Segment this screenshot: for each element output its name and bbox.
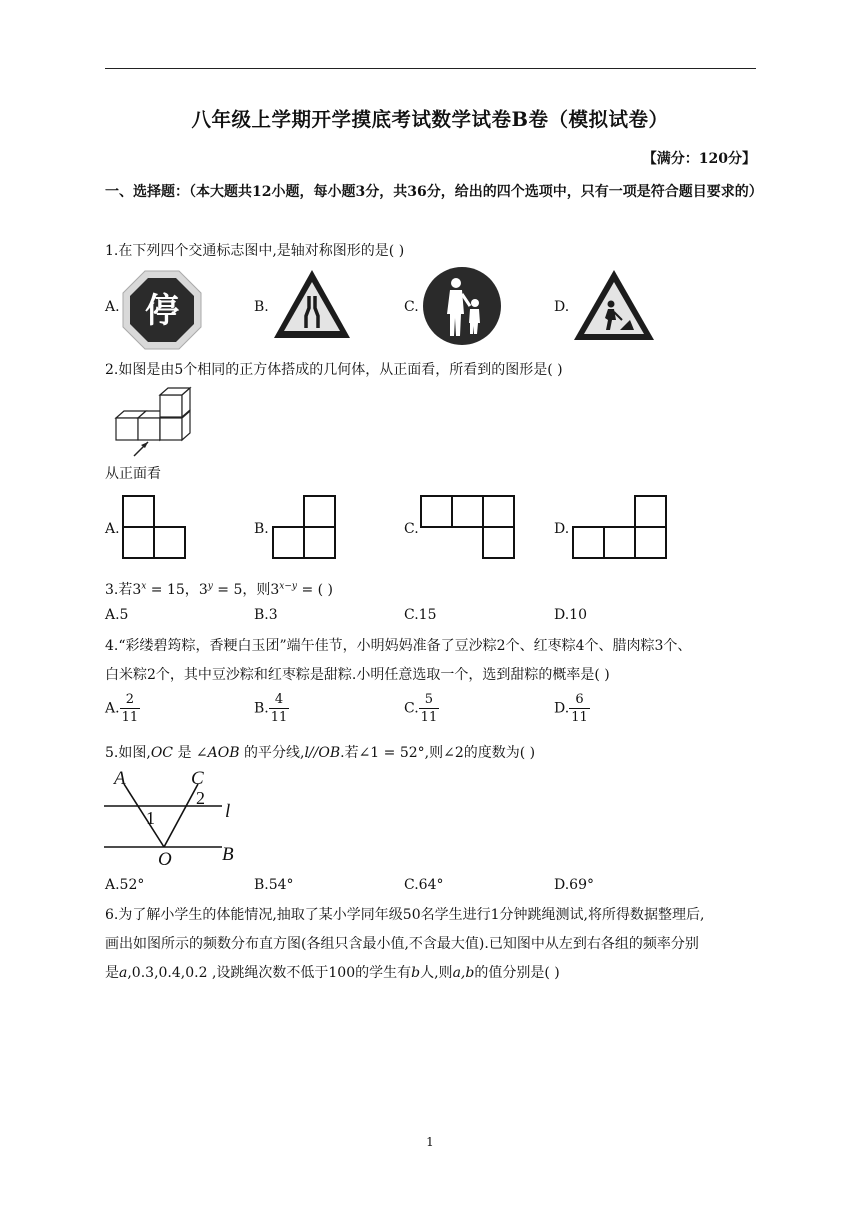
q3-base-a: 3 (132, 582, 142, 598)
q2-option-c-label: C. (404, 521, 419, 537)
q5-label-b: B (222, 844, 234, 865)
q5-label-a: A (114, 768, 126, 789)
q4-a-denominator: 11 (121, 710, 139, 725)
q6-vars-ab: a,b (452, 965, 475, 981)
q3-exp-c: x−y (279, 581, 297, 592)
q4-option-c-label: C. (404, 700, 419, 717)
roadwork-sign-icon (572, 268, 656, 342)
q5-label-l: l (225, 801, 231, 822)
q3-val-b: = 5，则 (212, 582, 271, 598)
q4-option-d (554, 691, 590, 726)
q1-option-c-label: C. (404, 299, 419, 315)
q3-val-a: = 15， (146, 582, 199, 598)
question-2-stem: 2.如图是由5个相同的正方体搭成的几何体，从正面看，所看到的图形是( ) (105, 362, 563, 378)
question-6-line-3 (105, 962, 560, 982)
q5-option-b: B.54° (254, 877, 294, 893)
q2-option-b-label: B. (254, 521, 269, 537)
q5-angle-1-label: 1 (146, 808, 155, 828)
q4-option-c-fraction (419, 691, 440, 726)
q6-line3-b: ,0.3,0.4,0.2 ,设跳绳次数不低于100的学生有 (127, 965, 412, 981)
q5-stem-part-2: 是 (177, 745, 192, 761)
q4-c-numerator: 5 (419, 691, 440, 709)
q2-option-d-figure (572, 495, 668, 559)
q6-line3-d: 的值分别是( ) (474, 965, 560, 981)
q4-option-d-fraction (569, 691, 590, 726)
q5-stem-part-1: 5.如图, (105, 745, 151, 761)
q2-option-c-figure (420, 495, 516, 559)
q1-option-d-label: D. (554, 299, 570, 315)
page-title: 八年级上学期开学摸底考试数学试卷B卷（模拟试卷） (191, 108, 669, 131)
stop-sign-icon (122, 270, 202, 350)
q5-label-c: C (191, 768, 204, 789)
q6-var-a: a (119, 965, 128, 981)
q3-prefix: 3.若 (105, 582, 133, 598)
q1-option-b-label: B. (254, 299, 269, 315)
full-score-label: 【满分：120分】 (642, 151, 756, 167)
angle-bisector-figure (104, 768, 244, 868)
header-rule (105, 68, 756, 69)
q4-option-a-label: A. (105, 700, 120, 717)
q2-option-d-label: D. (554, 521, 570, 537)
q5-lob: l//OB (304, 745, 341, 761)
q3-base-b: 3 (198, 582, 208, 598)
question-6-line-1: 6.为了解小学生的体能情况,抽取了某小学同年级50名学生进行1分钟跳绳测试,将所得数据整理后, (105, 907, 705, 923)
q3-option-c: C.15 (404, 607, 437, 623)
q4-option-b-fraction (269, 691, 290, 726)
question-4-stem-line-1: 4.“彩缕碧筠粽，香粳白玉团”端午佳节，小明妈妈准备了豆沙粽2个、红枣粽4个、腊肉粽3个、 (105, 638, 692, 654)
pedestrian-sign-icon (422, 266, 502, 346)
q5-option-c: C.64° (404, 877, 444, 893)
road-narrows-sign-icon (272, 268, 352, 340)
stop-sign-text: 停 (145, 291, 179, 331)
q6-var-b: b (411, 965, 421, 981)
q4-d-denominator: 11 (571, 710, 588, 725)
question-1-stem: 1.在下列四个交通标志图中,是轴对称图形的是( ) (105, 243, 405, 259)
q3-exp-b: y (207, 581, 213, 592)
q4-a-numerator: 2 (120, 691, 141, 709)
q5-option-d: D.69° (554, 877, 594, 893)
q4-b-numerator: 4 (269, 691, 290, 709)
question-5-stem (105, 742, 535, 762)
q5-angle-2-label: 2 (196, 788, 205, 808)
q4-option-d-label: D. (554, 700, 570, 717)
q3-exp-a: x (141, 581, 147, 592)
q1-option-a-label: A. (105, 299, 120, 315)
q3-base-c: 3 (270, 582, 280, 598)
q4-option-a (105, 691, 140, 726)
q4-b-denominator: 11 (270, 710, 288, 725)
q5-oc: OC (150, 745, 174, 761)
q4-d-numerator: 6 (569, 691, 590, 709)
q6-line3-c: 人,则 (420, 965, 453, 981)
question-3-stem (105, 579, 333, 599)
q3-val-c: = ( ) (297, 582, 334, 598)
q2-option-a-label: A. (105, 521, 120, 537)
q5-option-a: A.52° (105, 877, 145, 893)
page-number: 1 (426, 1135, 434, 1149)
question-4-stem-line-2: 白米粽2个，其中豆沙粽和红枣粽是甜粽.小明任意选取一个，选到甜粽的概率是( ) (105, 667, 610, 683)
cube-stack-figure (110, 384, 200, 450)
question-6-line-2: 画出如图所示的频数分布直方图(各组只含最小值,不含最大值).已知图中从左到右各组的频率分别 (105, 936, 699, 952)
q2-option-a-figure (122, 495, 186, 559)
q3-option-b: B.3 (254, 607, 278, 623)
section-heading: 一、选择题：（本大题共12小题，每小题3分，共36分，给出的四个选项中，只有一项是符合题目要求的） (105, 184, 763, 200)
q4-option-c (404, 691, 439, 726)
q2-option-b-figure (272, 495, 336, 559)
q5-stem-part-4: .若∠1 = 52°,则∠2的度数为( ) (340, 745, 536, 761)
q4-option-a-fraction (120, 691, 141, 726)
q3-option-d: D.10 (554, 607, 587, 623)
q5-stem-part-3: 的平分线, (243, 745, 305, 761)
q4-option-b (254, 691, 289, 726)
q6-line3-a: 是 (105, 965, 119, 981)
front-view-caption: 从正面看 (105, 466, 161, 482)
q4-c-denominator: 11 (420, 710, 438, 725)
q5-label-o: O (158, 849, 172, 870)
q3-option-a: A.5 (105, 607, 129, 623)
q5-aob: ∠AOB (195, 745, 240, 761)
q4-option-b-label: B. (254, 700, 269, 717)
